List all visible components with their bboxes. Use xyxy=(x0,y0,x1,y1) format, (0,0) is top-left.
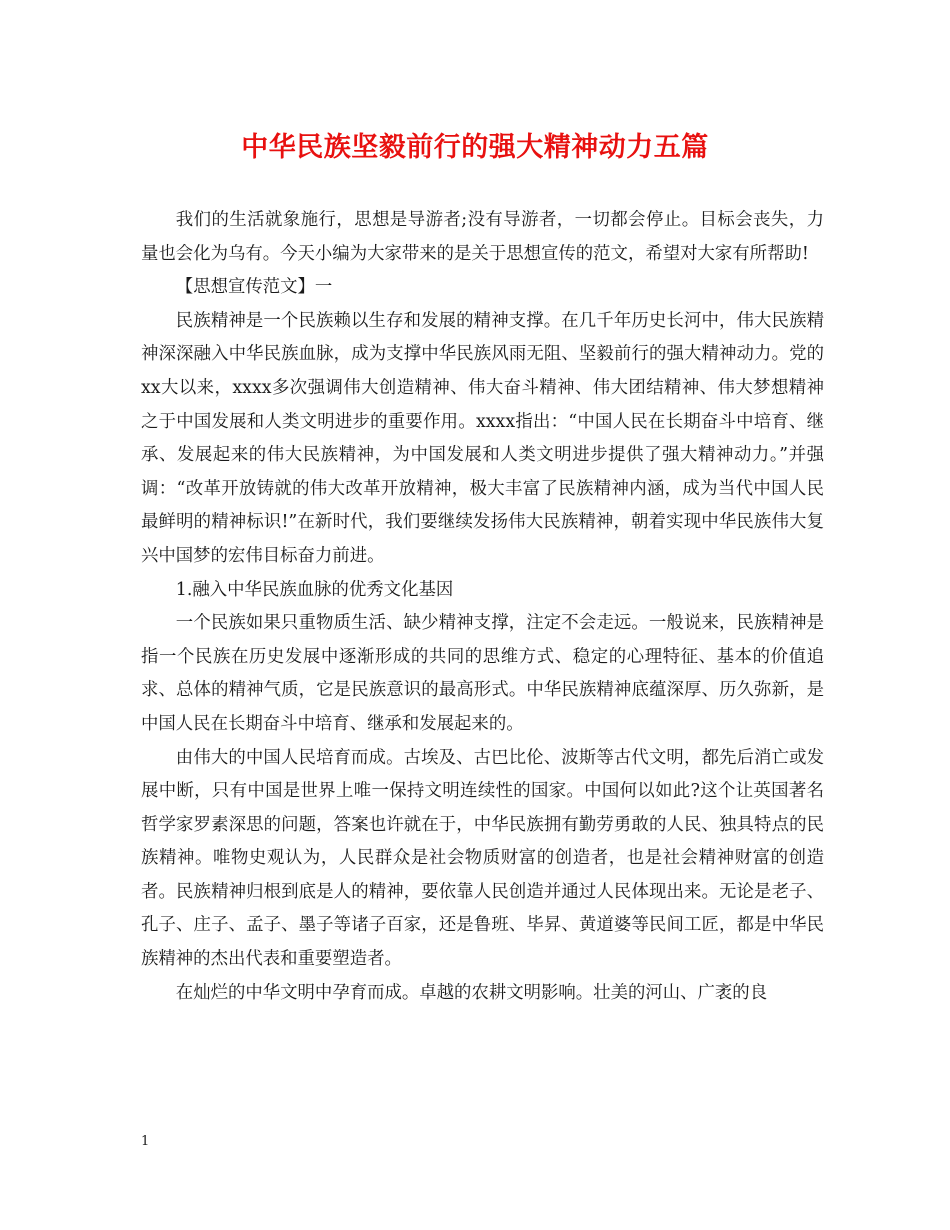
document-title: 中华民族坚毅前行的强大精神动力五篇 xyxy=(241,132,709,163)
paragraph-people: 由伟大的中国人民培育而成。古埃及、古巴比伦、波斯等古代文明，都先后消亡或发展中断，只有中国是世界上唯一保持文明连续性的国家。中国何以如此?这个让英国著名哲学家罗素深思的问题，答案也许就在于，中华民族拥有勤劳勇敢的人民、独具特点的民族精神。唯物史观认为，人民群众是社会物质财富的创造者，也是社会精神财富的创造者。民族精神归根到底是人的精神，要依靠人民创造并通过人民体现出来。无论是老子、孔子、庄子、孟子、墨子等诸子百家，还是鲁班、毕昇、黄道婆等民间工匠，都是中华民族精神的杰出代表和重要塑造者。 xyxy=(141,747,824,970)
paragraph-definition: 一个民族如果只重物质生活、缺少精神支撑，注定不会走远。一般说来，民族精神是指一个民族在历史发展中逐渐形成的共同的思维方式、稳定的心理特征、基本的价值追求、总体的精神气质，它是民族意识的最高形式。中华民族精神底蕴深厚、历久弥新，是中国人民在长期奋斗中培育、继承和发展起来的。 xyxy=(141,613,824,734)
paragraph-intro: 我们的生活就象施行，思想是导游者;没有导游者，一切都会停止。目标会丧失，力量也会化为乌有。今天小编为大家带来的是关于思想宣传的范文，希望对大家有所帮助! xyxy=(141,210,824,264)
page-number: 1 xyxy=(141,1134,150,1149)
subsection-heading: 1.融入中华民族血脉的优秀文化基因 xyxy=(175,579,454,600)
section-heading: 【思想宣传范文】一 xyxy=(175,277,333,298)
paragraph-national-spirit: 民族精神是一个民族赖以生存和发展的精神支撑。在几千年历史长河中，伟大民族精神深深融入中华民族血脉，成为支撑中华民族风雨无阻、坚毅前行的强大精神动力。党的xx大以来，xxxx多次强调伟大创造精神、伟大奋斗精神、伟大团结精神、伟大梦想精神之于中国发展和人类文明进步的重要作用。xxxx指出：“中国人民在长期奋斗中培育、继承、发展起来的伟大民族精神，为中国发展和人类文明进步提供了强大精神动力。”并强调：“改革开放铸就的伟大改革开放精神，极大丰富了民族精神内涵，成为当代中国人民最鲜明的精神标识!”在新时代，我们要继续发扬伟大民族精神，朝着实现中华民族伟大复兴中国梦的宏伟目标奋力前进。 xyxy=(141,310,824,566)
paragraph-civilization: 在灿烂的中华文明中孕育而成。卓越的农耕文明影响。壮美的河山、广袤的良 xyxy=(175,982,768,1003)
document-body xyxy=(141,204,824,1010)
